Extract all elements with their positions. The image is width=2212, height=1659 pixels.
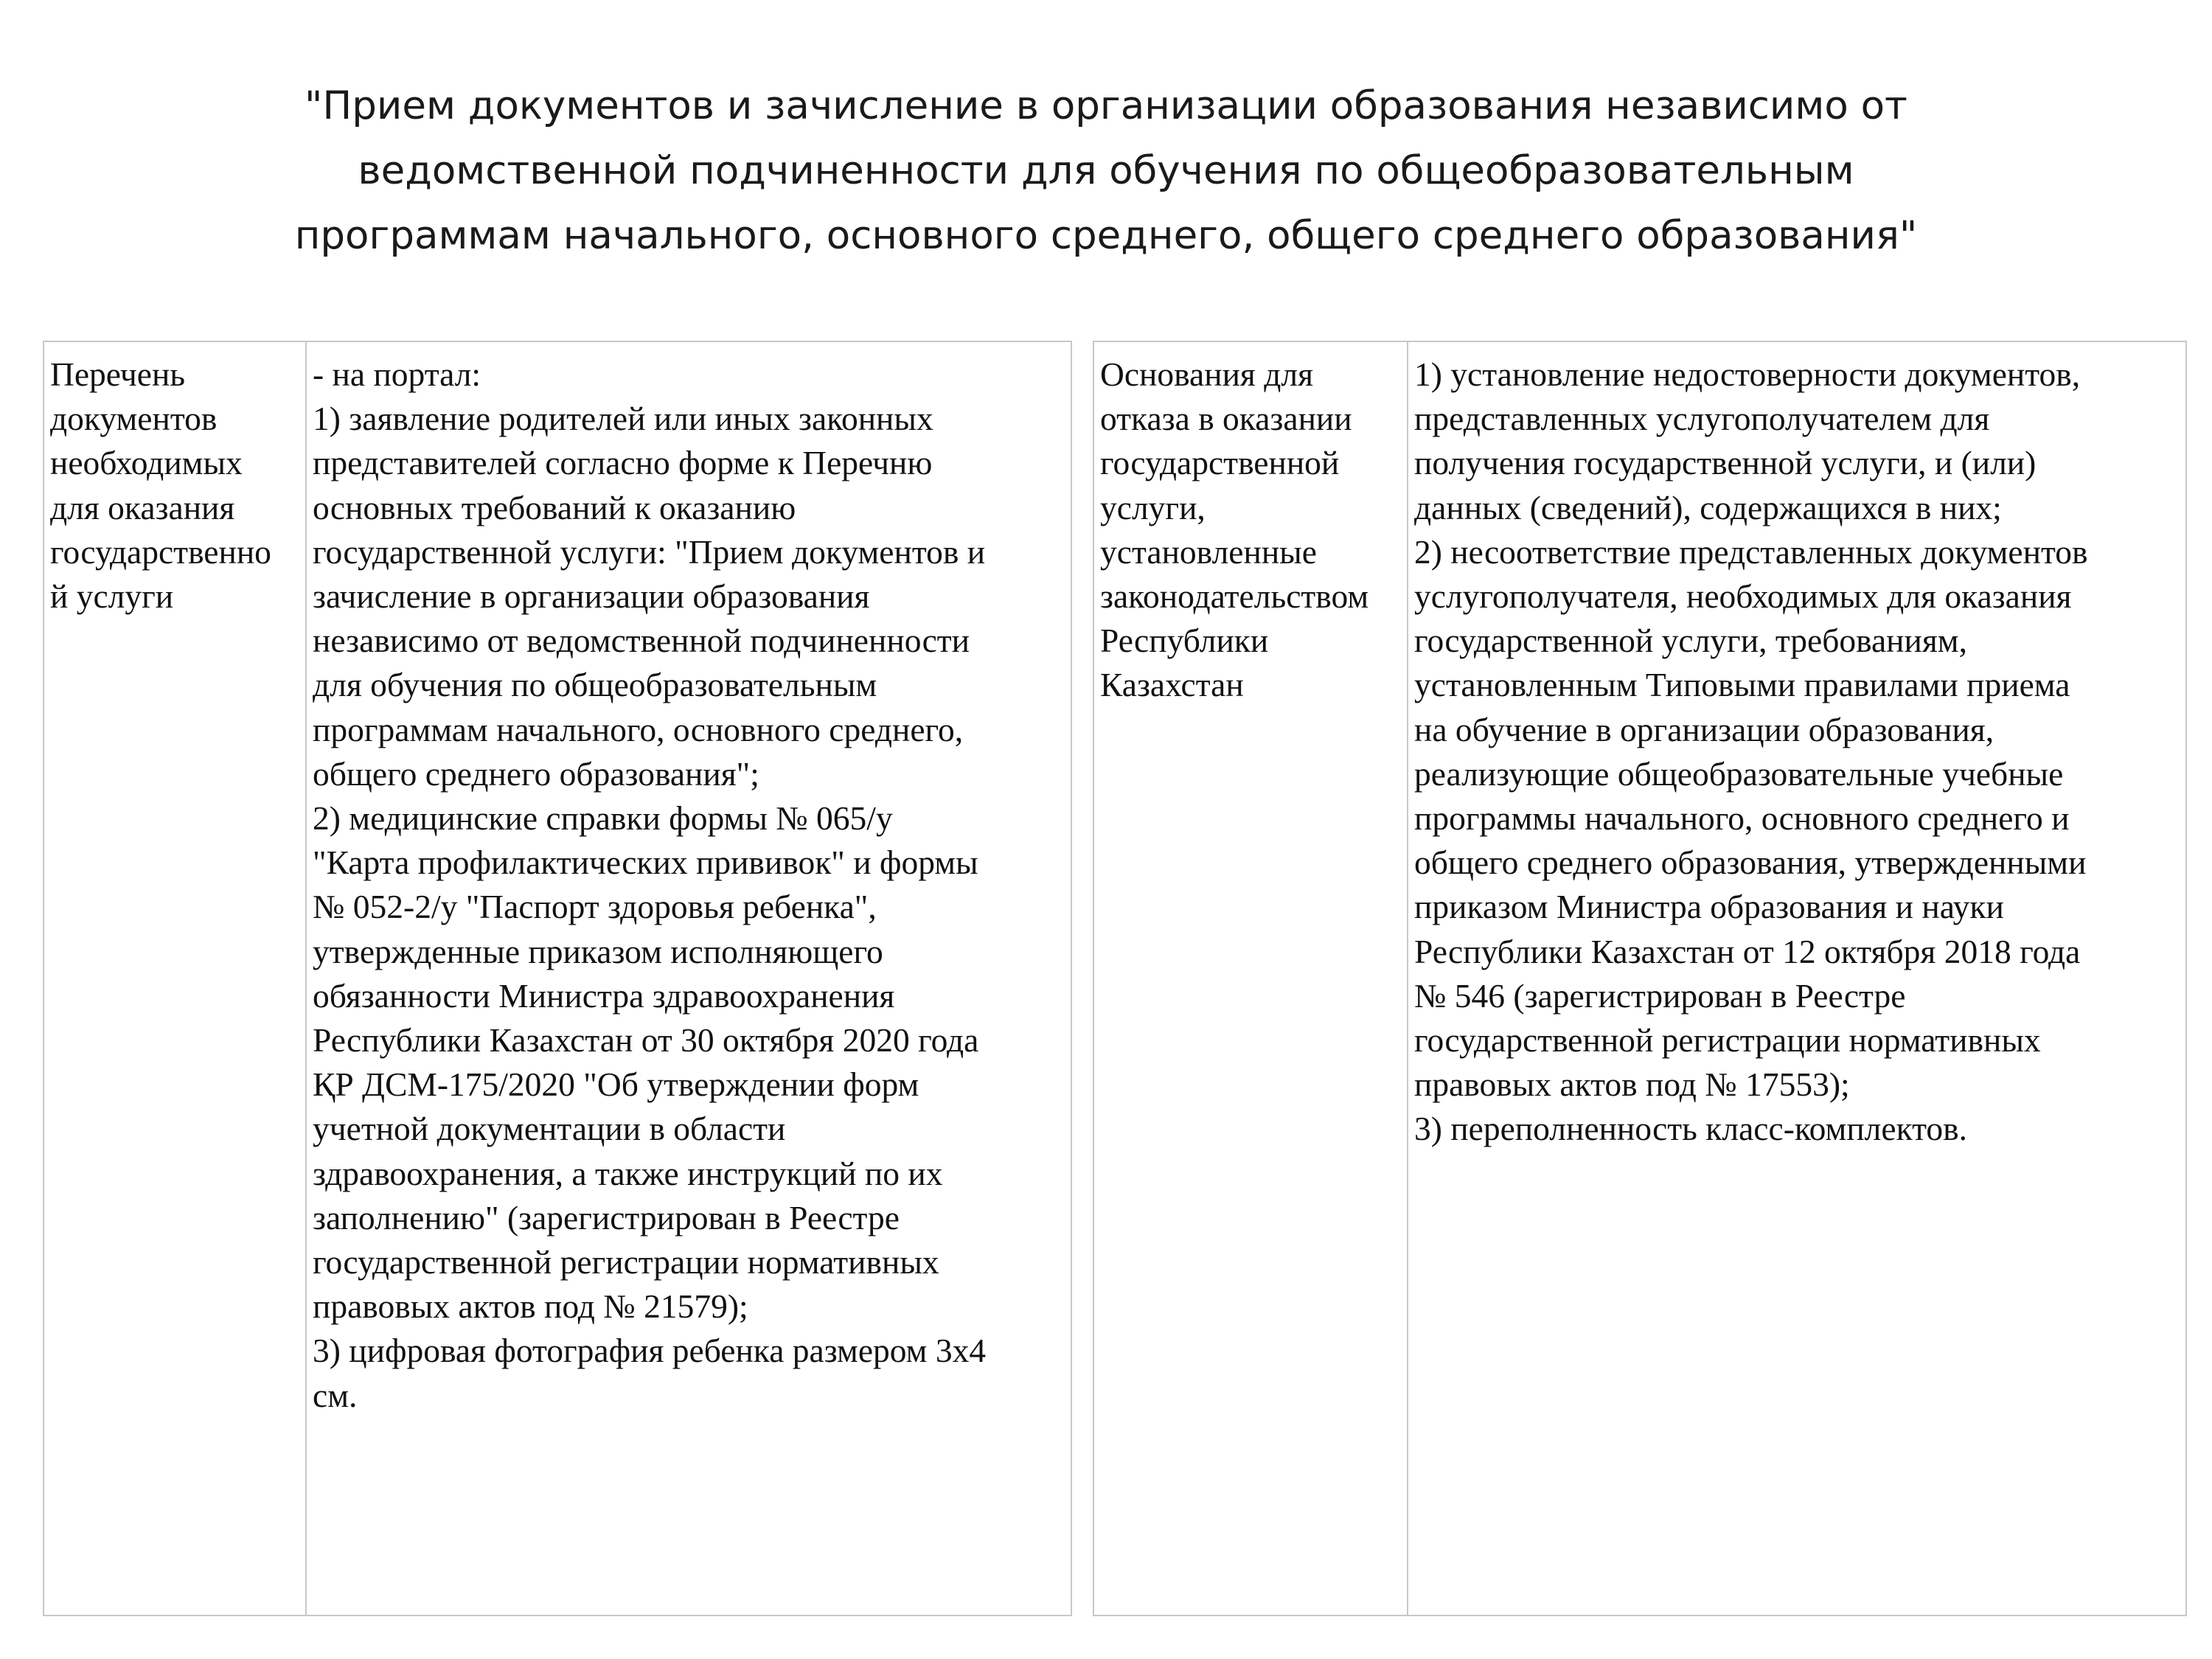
content-line: представителей согласно форме к Перечню — [313, 444, 933, 482]
content-line: утвержденные приказом исполняющего — [313, 932, 883, 970]
content-line: приказом Министра образования и науки — [1414, 888, 2004, 926]
refusal-grounds-table — [1093, 341, 2187, 1616]
content-line: на обучение в организации образования, — [1414, 710, 1994, 748]
content-line: 3) переполненность класс-комплектов. — [1414, 1110, 1967, 1148]
content-line: № 546 (зарегистрирован в Реестре — [1414, 976, 1906, 1015]
content-line: 1) заявление родителей или иных законных — [313, 400, 933, 438]
label-line: Перечень — [50, 355, 186, 393]
content-line: услугополучателя, необходимых для оказания — [1414, 577, 2072, 616]
label-line: государственно — [50, 532, 271, 571]
label-line: й услуги — [50, 577, 174, 616]
title-line: ведомственной подчиненности для обучения по общеобразовательным — [358, 148, 1854, 193]
content-line: правовых актов под № 17553); — [1414, 1065, 1850, 1104]
content-line: основных требований к оказанию — [313, 488, 796, 526]
content-line: ҚР ДСМ-175/2020 "Об утверждении форм — [313, 1065, 919, 1104]
refusal-grounds-label-cell — [1093, 341, 1408, 1615]
content-line: см. — [313, 1376, 358, 1414]
content-line: 1) установление недостоверности документов, — [1414, 355, 2081, 393]
table-row — [44, 341, 1071, 1615]
documents-list-content-cell — [306, 341, 1071, 1615]
label-line: законодательством — [1100, 577, 1369, 616]
content-line: для обучения по общеобразовательным — [313, 666, 877, 704]
content-line: общего среднего образования, утвержденными — [1414, 844, 2087, 882]
label-line: услуги, — [1100, 488, 1206, 526]
content-line: независимо от ведомственной подчиненности — [313, 622, 970, 660]
documents-list-table — [43, 341, 1072, 1616]
content-line: общего среднего образования"; — [313, 754, 759, 793]
content-line: заполнению" (зарегистрирован в Реестре — [313, 1198, 900, 1237]
content-line: правовых актов под № 21579); — [313, 1287, 748, 1326]
content-line: Республики Казахстан от 30 октября 2020 года — [313, 1021, 979, 1060]
label-line: документов — [50, 400, 218, 438]
content-line: Республики Казахстан от 12 октября 2018 года — [1414, 932, 2081, 970]
label-line: Основания для — [1100, 355, 1314, 393]
title-line: программам начального, основного среднего, общего среднего образования" — [294, 213, 1918, 258]
content-line: государственной регистрации нормативных — [313, 1243, 939, 1281]
title-line: "Прием документов и зачисление в организации образования независимо от — [305, 83, 1907, 128]
content-line: установленным Типовыми правилами приема — [1414, 666, 2070, 704]
table-row — [1093, 341, 2186, 1615]
content-line: зачисление в организации образования — [313, 577, 870, 616]
content-line: представленных услугополучателем для — [1414, 400, 1990, 438]
label-line: установленные — [1100, 532, 1317, 571]
content-line: - на портал: — [313, 355, 481, 393]
content-line: обязанности Министра здравоохранения — [313, 976, 895, 1015]
refusal-grounds-content-cell — [1408, 341, 2186, 1615]
content-line: 2) медицинские справки формы № 065/у — [313, 799, 893, 838]
label-line: необходимых — [50, 444, 243, 482]
content-line: программы начального, основного среднего и — [1414, 799, 2070, 838]
content-line: "Карта профилактических прививок" и формы — [313, 844, 978, 882]
content-line: реализующие общеобразовательные учебные — [1414, 754, 2064, 793]
content-line: государственной услуги: "Прием документов и — [313, 532, 986, 571]
content-line: программам начального, основного среднего, — [313, 710, 964, 748]
label-line: государственной — [1100, 444, 1340, 482]
content-line: получения государственной услуги, и (или) — [1414, 444, 2037, 482]
slide-title — [88, 74, 2124, 268]
content-line: государственной регистрации нормативных — [1414, 1021, 2041, 1060]
content-line: данных (сведений), содержащихся в них; — [1414, 488, 2002, 526]
content-line: 3) цифровая фотография ребенка размером 3х4 — [313, 1332, 987, 1370]
label-line: Казахстан — [1100, 666, 1244, 704]
content-line: государственной услуги, требованиям, — [1414, 622, 1967, 660]
content-line: № 052-2/у "Паспорт здоровья ребенка", — [313, 888, 877, 926]
content-line: 2) несоответствие представленных документов — [1414, 532, 2088, 571]
content-line: учетной документации в области — [313, 1110, 786, 1148]
label-line: отказа в оказании — [1100, 400, 1352, 438]
documents-list-label-cell — [44, 341, 306, 1615]
label-line: для оказания — [50, 488, 235, 526]
label-line: Республики — [1100, 622, 1269, 660]
content-line: здравоохранения, а также инструкций по их — [313, 1154, 943, 1192]
